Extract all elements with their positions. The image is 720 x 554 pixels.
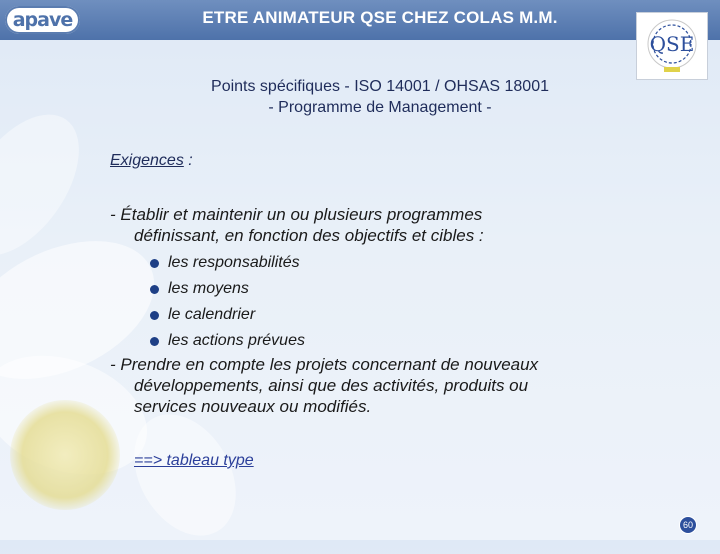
requirements-heading-label: Exigences — [110, 152, 184, 169]
paragraph-establish-programmes — [110, 204, 630, 246]
background-flower — [10, 400, 120, 510]
qse-badge-icon — [636, 12, 708, 80]
list-item-text: les actions prévues — [168, 332, 305, 349]
page-title: ETRE ANIMATEUR QSE CHEZ COLAS M.M. — [202, 8, 558, 27]
paragraph1-line-1: - Établir et maintenir un ou plusieurs programmes — [110, 205, 483, 224]
list-item — [150, 250, 305, 276]
paragraph-new-projects — [110, 354, 670, 417]
page-number-badge: 60 — [680, 517, 696, 533]
list-item — [150, 276, 305, 302]
subtitle-line-2: - Programme de Management - — [268, 99, 492, 116]
apave-logo — [5, 6, 80, 34]
bullet-icon — [150, 311, 159, 320]
svg-text:QSE: QSE — [649, 32, 695, 56]
requirements-heading — [110, 152, 193, 170]
bullet-icon — [150, 259, 159, 268]
paragraph2-line-3: services nouveaux ou modifiés. — [134, 397, 372, 416]
logo-text: apave — [12, 9, 73, 31]
paragraph1-line-2: définissant, en fonction des objectifs et cibles : — [134, 226, 484, 245]
header-bar — [0, 0, 720, 40]
list-item — [150, 302, 305, 328]
list-item-text: le calendrier — [168, 306, 256, 323]
list-item-text: les moyens — [168, 280, 249, 297]
requirements-heading-suffix: : — [183, 152, 193, 169]
programme-elements-list — [150, 250, 305, 354]
list-item — [150, 328, 305, 354]
subtitle-line-1: Points spécifiques - ISO 14001 / OHSAS 18001 — [211, 78, 549, 95]
bullet-icon — [150, 285, 159, 294]
tableau-type-link[interactable]: ==> tableau type — [134, 452, 254, 469]
bullet-icon — [150, 337, 159, 346]
paragraph2-line-2: développements, ainsi que des activités, produits ou — [134, 376, 529, 395]
paragraph2-line-1: - Prendre en compte les projets concernant de nouveaux — [110, 355, 539, 374]
list-item-text: les responsabilités — [168, 254, 300, 271]
slide-subtitle — [100, 76, 660, 118]
